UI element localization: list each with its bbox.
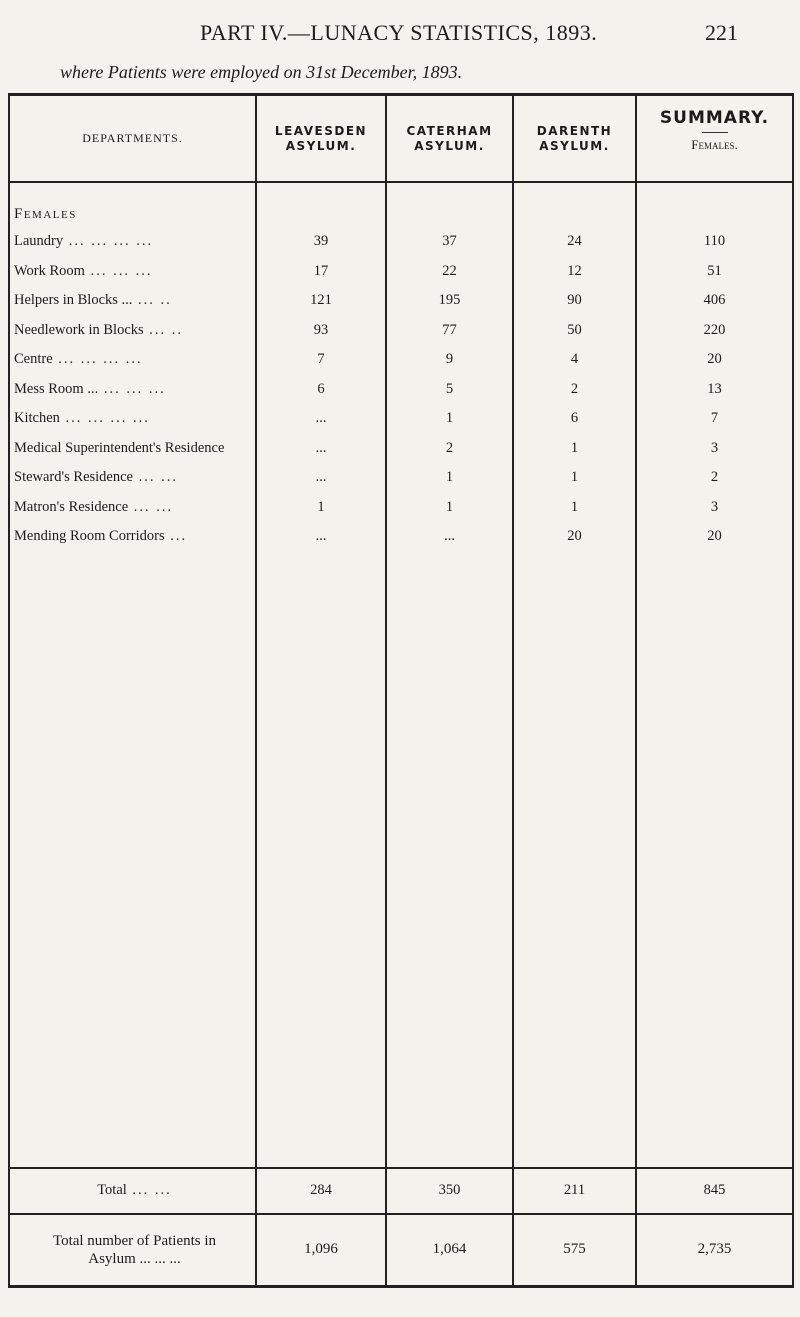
row-leaders: ... ... ... (98, 380, 166, 397)
col-header-leavesden-line2: ASYLUM. (285, 138, 357, 153)
cell-leavesden: 93 (256, 316, 386, 346)
col-header-departments: DEPARTMENTS. (9, 95, 256, 183)
cell-leavesden: ... (256, 463, 386, 493)
cell-summary: 3 (636, 434, 793, 464)
section-empty-cell (386, 182, 513, 227)
row-leaders: ... .. (143, 321, 184, 338)
grand-total-caterham: 1,064 (386, 1214, 513, 1287)
total-label-text: Total (97, 1182, 127, 1198)
cell-darenth: 1 (513, 434, 636, 464)
section-label: Females (9, 182, 256, 227)
total-darenth: 211 (513, 1168, 636, 1214)
row-leaders: ... .. (132, 292, 172, 309)
cell-caterham: 37 (386, 227, 513, 257)
cell-darenth: 24 (513, 227, 636, 257)
summary-rule (702, 132, 728, 133)
grand-total-leavesden: 1,096 (256, 1214, 386, 1287)
table-row (9, 227, 793, 257)
grand-total-darenth: 575 (513, 1214, 636, 1287)
blank-cell (386, 552, 513, 1168)
total-summary: 845 (636, 1168, 793, 1214)
cell-summary: 3 (636, 493, 793, 523)
grand-total-label-line1: Total number of Patients in (52, 1232, 217, 1249)
cell-caterham: 5 (386, 375, 513, 405)
col-header-summary (636, 95, 793, 183)
table-row (9, 257, 793, 287)
blank-space-row (9, 552, 793, 1168)
table-row (9, 375, 793, 405)
row-label (9, 404, 256, 434)
cell-summary: 406 (636, 286, 793, 316)
row-leaders: ... ... ... (84, 262, 153, 279)
col-header-leavesden-line1: LEAVESDEN (274, 123, 368, 138)
table-row (9, 345, 793, 375)
row-label-text: Needlework in Blocks (14, 321, 144, 338)
cell-darenth: 2 (513, 375, 636, 405)
grand-total-label-line2: Asylum ... ... ... (88, 1250, 181, 1267)
col-header-caterham-line2: ASYLUM. (414, 138, 485, 153)
cell-darenth: 1 (513, 493, 636, 523)
cell-caterham: 9 (386, 345, 513, 375)
blank-cell (256, 552, 386, 1168)
cell-caterham: ... (386, 522, 513, 552)
row-label-text: Matron's Residence (14, 498, 129, 515)
row-label-text: Medical Superintendent's Residence (14, 439, 225, 456)
cell-summary: 20 (636, 345, 793, 375)
blank-cell (513, 552, 636, 1168)
col-header-darenth (513, 95, 636, 183)
cell-darenth: 50 (513, 316, 636, 346)
running-title: PART IV.—LUNACY STATISTICS, 1893. (200, 20, 598, 45)
cell-caterham: 1 (386, 493, 513, 523)
cell-leavesden: 1 (256, 493, 386, 523)
cell-leavesden: ... (256, 404, 386, 434)
row-label-text: Steward's Residence (14, 469, 133, 486)
total-row (9, 1168, 793, 1214)
cell-darenth: 6 (513, 404, 636, 434)
col-header-darenth-line2: ASYLUM. (539, 138, 610, 153)
row-label (9, 257, 256, 287)
section-row (9, 182, 793, 227)
grand-total-row (9, 1214, 793, 1287)
section-empty-cell (513, 182, 636, 227)
table-subtitle: where Patients were employed on 31st December, 1893. (60, 62, 463, 82)
cell-leavesden: 17 (256, 257, 386, 287)
section-empty-cell (636, 182, 793, 227)
cell-leavesden: 121 (256, 286, 386, 316)
col-header-darenth-line1: DARENTH (536, 123, 613, 138)
summary-title: SUMMARY. (659, 108, 770, 128)
total-leavesden: 284 (256, 1168, 386, 1214)
row-leaders: ... (164, 528, 188, 545)
cell-darenth: 20 (513, 522, 636, 552)
row-leaders: ... ... ... ... (52, 351, 143, 368)
cell-leavesden: 7 (256, 345, 386, 375)
table-row (9, 463, 793, 493)
cell-caterham: 1 (386, 404, 513, 434)
cell-summary: 51 (636, 257, 793, 287)
grand-total-summary: 2,735 (636, 1214, 793, 1287)
cell-caterham: 1 (386, 463, 513, 493)
blank-cell (636, 552, 793, 1168)
row-label-text: Centre (14, 351, 53, 368)
row-label (9, 316, 256, 346)
col-header-leavesden (256, 95, 386, 183)
blank-cell (9, 552, 256, 1168)
cell-leavesden: ... (256, 434, 386, 464)
cell-summary: 110 (636, 227, 793, 257)
row-label (9, 345, 256, 375)
section-empty-cell (256, 182, 386, 227)
row-label-text: Helpers in Blocks ... (14, 292, 133, 309)
cell-summary: 7 (636, 404, 793, 434)
total-label (9, 1168, 256, 1214)
cell-caterham: 22 (386, 257, 513, 287)
page-header (0, 20, 800, 50)
summary-subtitle: Females. (691, 137, 738, 152)
col-header-caterham (386, 95, 513, 183)
patients-employment-table (8, 93, 794, 1288)
cell-leavesden: 6 (256, 375, 386, 405)
cell-leavesden: 39 (256, 227, 386, 257)
table-row (9, 522, 793, 552)
row-leaders: ... ... (128, 498, 174, 515)
cell-caterham: 77 (386, 316, 513, 346)
row-label-text: Laundry (14, 233, 64, 250)
col-header-caterham-line1: CATERHAM (406, 123, 493, 138)
cell-darenth: 12 (513, 257, 636, 287)
cell-summary: 20 (636, 522, 793, 552)
row-label (9, 375, 256, 405)
total-caterham: 350 (386, 1168, 513, 1214)
cell-darenth: 90 (513, 286, 636, 316)
column-header-row (9, 95, 793, 183)
row-leaders: ... ... (132, 469, 178, 486)
cell-leavesden: ... (256, 522, 386, 552)
grand-total-label (9, 1214, 256, 1287)
cell-summary: 220 (636, 316, 793, 346)
row-label-text: Mending Room Corridors (14, 528, 165, 545)
total-leaders: ... ... (126, 1182, 172, 1198)
cell-summary: 13 (636, 375, 793, 405)
table-row (9, 316, 793, 346)
row-label-text: Kitchen (14, 410, 60, 427)
row-label-text: Mess Room ... (14, 380, 99, 397)
row-label (9, 522, 256, 552)
cell-caterham: 2 (386, 434, 513, 464)
row-leaders: ... ... ... ... (59, 410, 150, 427)
table-row (9, 434, 793, 464)
page-number: 221 (705, 20, 738, 45)
cell-summary: 2 (636, 463, 793, 493)
cell-caterham: 195 (386, 286, 513, 316)
cell-darenth: 1 (513, 463, 636, 493)
table-row (9, 404, 793, 434)
row-label-text: Work Room (14, 262, 85, 279)
cell-darenth: 4 (513, 345, 636, 375)
row-leaders: ... ... ... ... (63, 233, 154, 250)
row-label (9, 286, 256, 316)
table-row (9, 286, 793, 316)
table-row (9, 493, 793, 523)
row-label (9, 493, 256, 523)
row-label (9, 463, 256, 493)
row-label (9, 434, 256, 464)
row-label (9, 227, 256, 257)
